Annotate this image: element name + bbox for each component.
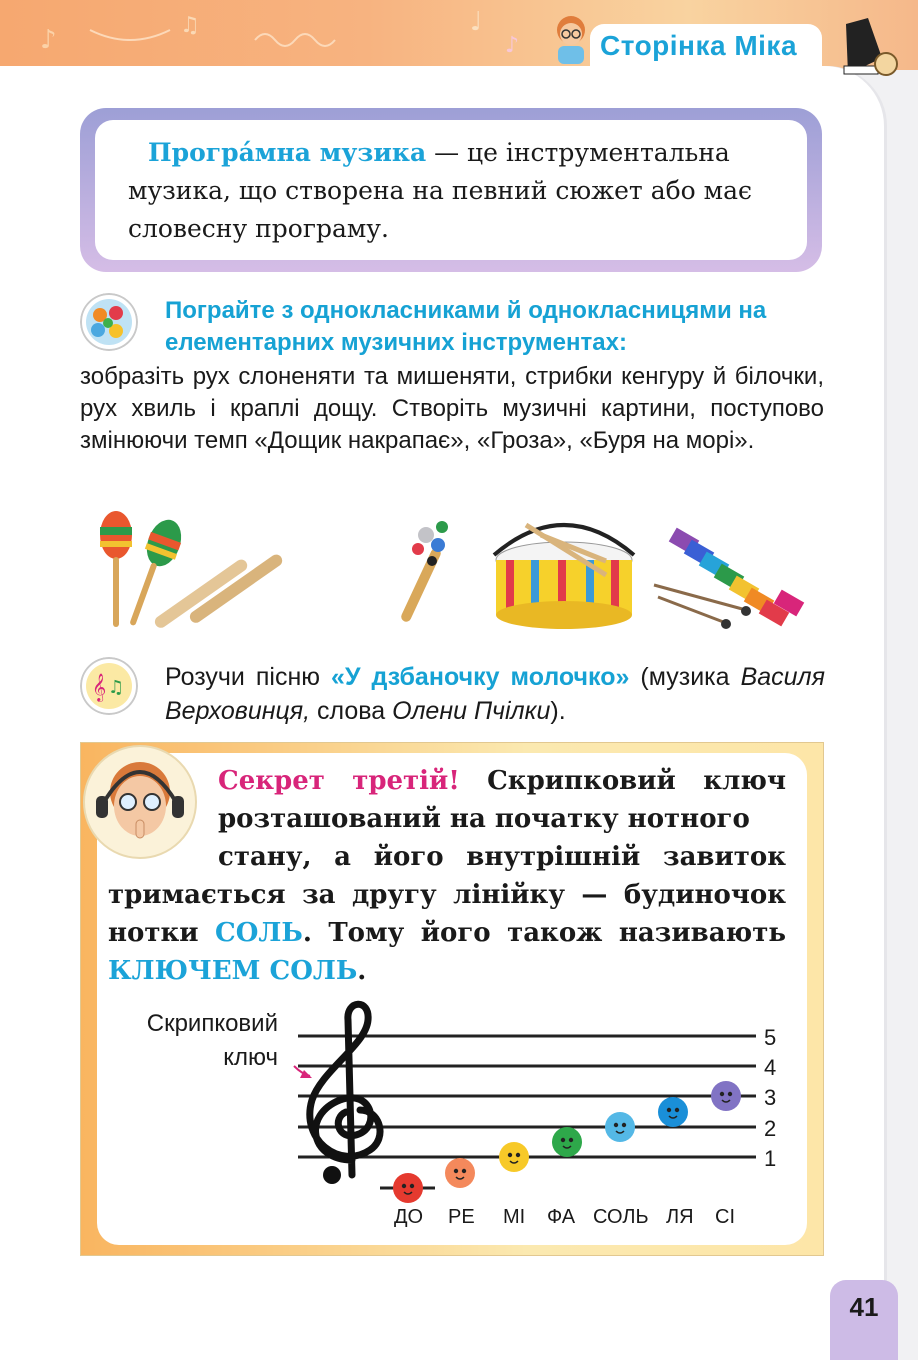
secret-text-end: . [357,956,367,986]
line-number-4: 4 [764,1055,777,1080]
svg-text:♪: ♪ [505,33,520,58]
task-song-text: Розучи пісню «У дзбаночку молочко» (музика Василя Верховинця, слова Олени Пчілки). [165,663,825,725]
song-icon [80,657,138,715]
drum-icon [494,525,634,629]
note-name-la: ЛЯ [666,1206,694,1228]
treble-clef-label-line1: Скрипковий [146,1010,278,1037]
note-dot-3 [499,1142,529,1172]
note-dot-5 [605,1112,635,1142]
task-play-heading: Пограйте з однокласниками й однокласницями на елементарних музичних інструментах: [165,297,767,356]
definition-body: — це інструментальна музика, що створена на певний сюжет або має словесну програму. [128,138,753,243]
song-title: «У дзбаночку молочко» [331,663,630,691]
secret-title: Секрет третій! [218,766,460,796]
treble-clef-label-line2: ключ [223,1044,278,1071]
note-dot-6 [658,1097,688,1127]
line-number-5: 5 [764,1025,777,1050]
svg-text:♪: ♪ [40,25,57,55]
svg-text:♩: ♩ [470,7,483,37]
note-dot-1 [393,1173,423,1203]
svg-text:♫: ♫ [108,677,125,698]
note-name-sol: СОЛЬ [593,1206,649,1228]
note-name-si: СІ [715,1206,735,1228]
note-name-mi: МІ [503,1206,526,1228]
hands-icon [80,293,138,351]
music-staff [260,1000,780,1210]
mik-avatar-icon [548,12,594,64]
note-name-re: РЕ [448,1206,475,1228]
poet-name: Олени Пчілки [392,697,551,725]
key-name-highlight: КЛЮЧЕМ СОЛЬ [108,956,358,986]
secret-text-part1: Скрипковий ключ розташований на початку нотного [218,766,786,834]
line-number-1: 1 [764,1146,777,1171]
piano-corner-icon [838,18,900,88]
secret-text-part3: . Тому його також називають [302,918,786,948]
task-play-body: зобразіть рух слоненяти та мишеняти, стрибки кенгуру й білочки, рух хвиль і краплі дощу. Створіть музичні картини, поступово змінюючи темп «Дощик накрапає», «Гроза», «Буря на морі». [80,363,824,454]
note-name-do: ДО [394,1206,424,1228]
note-dot-2 [445,1158,475,1188]
line-number-3: 3 [764,1085,777,1110]
definition-term: Програ́мна музика [148,138,427,167]
jingle-stick-icon [400,521,448,623]
composer-name: Василя Верховинця, [165,663,825,725]
section-title: Сторінка Міка [600,30,798,61]
secret-text-top [218,762,786,838]
svg-text:𝄞: 𝄞 [92,673,107,701]
xylophone-icon [654,528,804,629]
sol-highlight: СОЛЬ [215,918,303,948]
staff-lines [298,1036,756,1157]
line-number-2: 2 [764,1116,777,1141]
note-dot-7 [711,1081,741,1111]
svg-text:♫: ♫ [180,13,200,38]
definition-text [128,134,788,248]
note-dot-4 [552,1127,582,1157]
note-dots [393,1081,741,1203]
note-name-fa: ФА [547,1206,576,1228]
secret-text-part2: стану, а його внутрішній завиток тримається за другу лінійку — будиночок нотки [108,842,786,948]
instruments-row [86,505,826,640]
page-number: 41 [849,1292,879,1322]
claves-icon [153,552,285,630]
secret-text-bottom [108,838,786,990]
